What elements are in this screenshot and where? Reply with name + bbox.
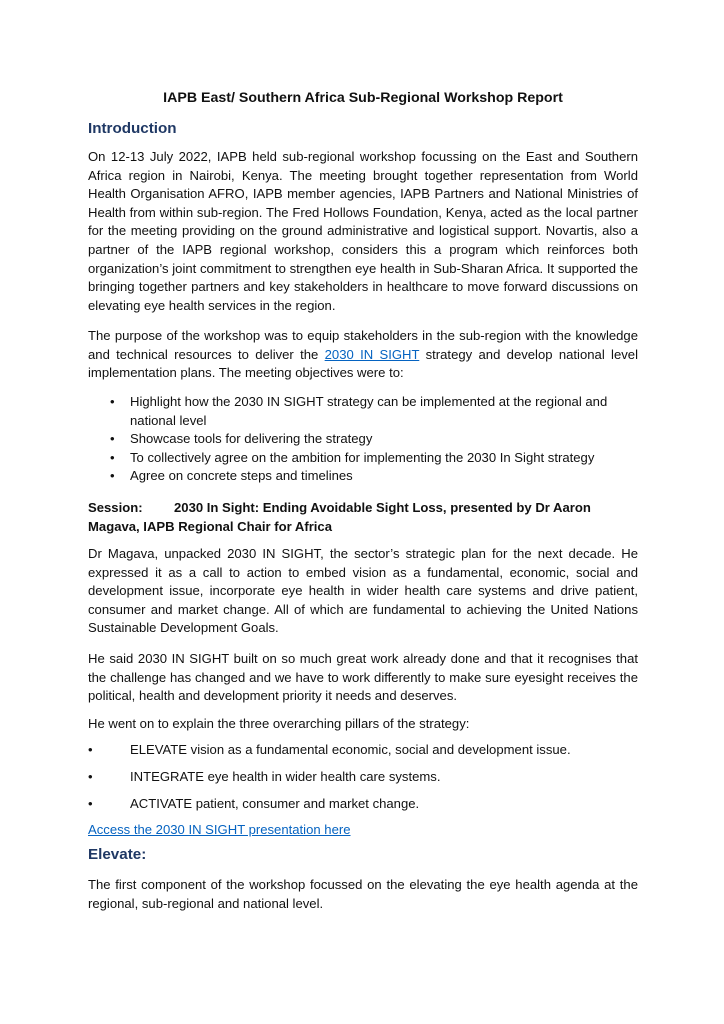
intro-paragraph-2: [88, 327, 638, 383]
session-paragraph-3: He went on to explain the three overarching pillars of the strategy:: [88, 716, 470, 731]
bullet-icon: •: [110, 394, 115, 409]
pillars-list: [88, 741, 638, 823]
bullet-icon: •: [110, 468, 115, 484]
list-item: • Highlight how the 2030 IN SIGHT strategy can be implemented at the regional and national level: [110, 394, 608, 428]
bullet-icon: •: [88, 742, 93, 757]
list-item: • Showcase tools for delivering the strategy: [88, 430, 638, 449]
list-item: • Agree on concrete steps and timelines: [88, 467, 638, 486]
presentation-link[interactable]: Access the 2030 IN SIGHT presentation here: [88, 822, 351, 837]
bullet-icon: •: [88, 769, 93, 785]
intro-paragraph-1: On 12-13 July 2022, IAPB held sub-regional workshop focussing on the East and Southern Africa region in Nairobi, Kenya. The meeting brought together representation from World Health Organisation AFRO, IAPB member agencies, IAPB Partners and National Ministries of Health from within sub-region. The Fred Hollows Foundation, Kenya, acted as the local partner for the meeting providing on the ground administrative and logistical support. Novartis, also a partner of the IAPB regional workshop, considers this a program which reinforces both organization’s joint commitment to strengthen eye health in Sub-Sharan Africa. It supported the bringing together partners and key stakeholders in healthcare to move forward discussions on elevating eye health services in the region.: [88, 149, 638, 313]
paragraph-text: The purpose of the workshop was to equip stakeholders in the sub-region with the knowledge and technical resources to deliver the: [88, 328, 638, 362]
bullet-icon: •: [110, 431, 115, 447]
session-paragraph-2: He said 2030 IN SIGHT built on so much great work already done and that it recognises that the challenge has changed and we have to work differently to make sure eyesight receives the political, health and development priority it needs and deserves.: [88, 651, 638, 704]
introduction-heading: Introduction: [88, 120, 177, 137]
list-item: • To collectively agree on the ambition for implementing the 2030 In Sight strategy: [88, 449, 638, 468]
page-title: IAPB East/ Southern Africa Sub-Regional Workshop Report: [163, 90, 563, 106]
session-paragraph-1: Dr Magava, unpacked 2030 IN SIGHT, the sector’s strategic plan for the next decade. He expressed it as a call to action to embed vision as a fundamental, economic, social and development issue, incorporate eye health in wider health care systems and drive patient, consumer and market change. All of which are fundamental to achieving the United Nations Sustainable Development Goals.: [88, 546, 638, 636]
bullet-icon: •: [88, 796, 93, 812]
paragraph-text: strategy and develop national level implementation plans. The meeting objectives were to:: [88, 346, 638, 381]
elevate-paragraph-1: The first component of the workshop focussed on the elevating the eye health agenda at the regional, sub-regional and national level.: [88, 877, 638, 911]
list-item: • INTEGRATE eye health in wider health care systems.: [88, 768, 638, 787]
list-item: • ELEVATE vision as a fundamental economic, social and development issue.: [88, 741, 638, 760]
list-item: • ACTIVATE patient, consumer and market change.: [88, 795, 638, 814]
session-heading: [88, 499, 638, 536]
elevate-heading: Elevate:: [88, 846, 147, 863]
session-title: 2030 In Sight: Ending Avoidable Sight Loss, presented by Dr Aaron Magava, IAPB Regional Chair for Africa: [88, 500, 591, 534]
session-label: Session:: [88, 500, 143, 515]
bullet-icon: •: [110, 449, 115, 465]
2030-in-sight-link[interactable]: 2030 IN SIGHT: [324, 346, 420, 362]
objectives-list: [88, 393, 638, 486]
presentation-link-row: [88, 821, 638, 840]
